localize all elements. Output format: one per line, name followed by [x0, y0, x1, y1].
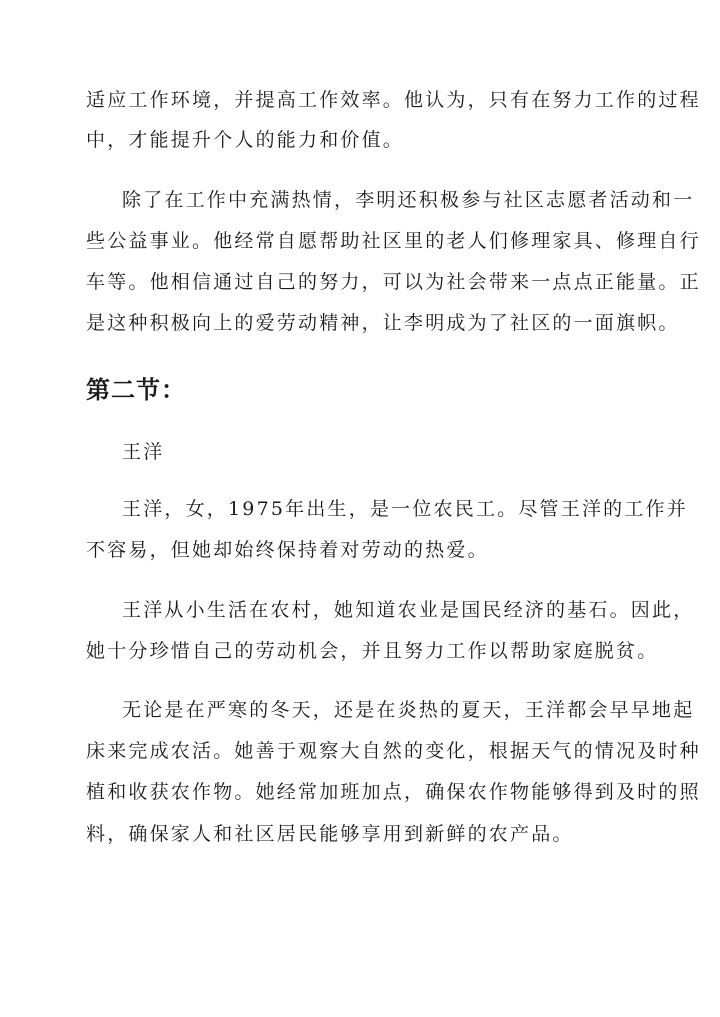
paragraph-2-line-1: 除了在工作中充满热情，李明还积极参与社区志愿者活动和一: [122, 189, 695, 211]
paragraph-5-line-3: 植和收获农作物。她经常加班加点，确保农作物能够得到及时的照: [86, 781, 701, 803]
paragraph-4-line-1: 王洋从小生活在农村，她知道农业是国民经济的基石。因此，: [122, 599, 695, 621]
paragraph-5-line-2: 床来完成农活。她善于观察大自然的变化，根据天气的情况及时种: [86, 740, 701, 762]
paragraph-1-line-1: 适应工作环境，并提高工作效率。他认为，只有在努力工作的过程: [86, 89, 701, 111]
paragraph-3-line-1: 王洋，女，1975年出生，是一位农民工。尽管王洋的工作并: [122, 498, 688, 520]
paragraph-2-line-3: 车等。他相信通过自己的努力，可以为社会带来一点点正能量。正: [86, 271, 701, 293]
paragraph-2-line-4: 是这种积极向上的爱劳动精神，让李明成为了社区的一面旗帜。: [86, 312, 680, 334]
paragraph-4-line-2: 她十分珍惜自己的劳动机会，并且努力工作以帮助家庭脱贫。: [86, 640, 659, 662]
paragraph-5-line-4: 料，确保家人和社区居民能够享用到新鲜的农产品。: [86, 823, 574, 845]
paragraph-2-line-2: 些公益事业。他经常自愿帮助社区里的老人们修理家具、修理自行: [86, 230, 701, 252]
person-name: 王洋: [122, 441, 165, 463]
paragraph-5-line-1: 无论是在严寒的冬天，还是在炎热的夏天，王洋都会早早地起: [122, 699, 695, 721]
section-heading: 第二节：: [86, 375, 186, 404]
paragraph-1-line-2: 中，才能提升个人的能力和价值。: [86, 129, 405, 151]
paragraph-3-line-2: 不容易，但她却始终保持着对劳动的热爱。: [86, 539, 489, 561]
